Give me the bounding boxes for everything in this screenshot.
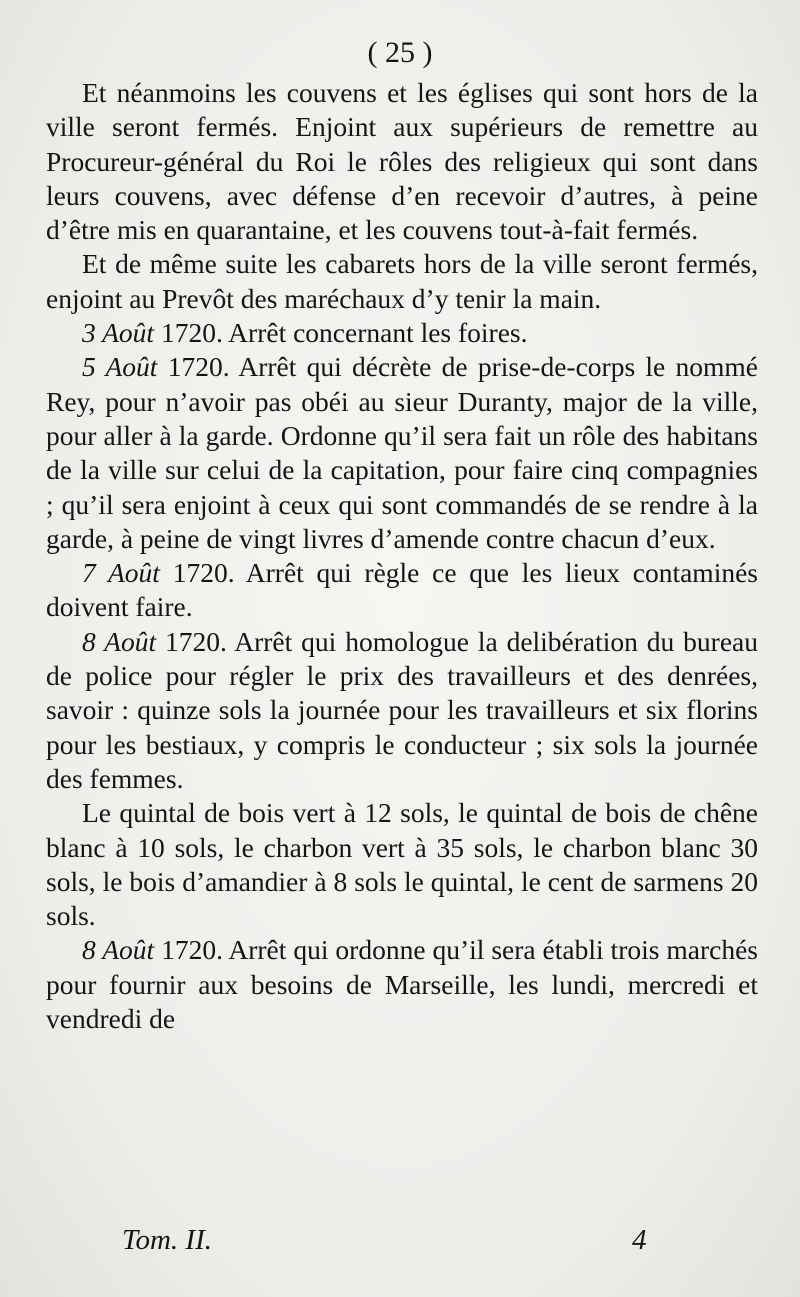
page-number: ( 25 ) [367,36,433,69]
page-body [46,76,758,1036]
paragraph: 3 Août 1720. Arrêt concernant les foires. [82,317,528,349]
paragraph: Et de même suite les cabarets hors de la ville seront fermés, enjoint au Prevôt des maréchaux d’y tenir la main. [46,248,758,314]
entry-date: 3 Août [82,317,155,349]
signature-mark: 4 [632,1224,647,1256]
paragraph: 8 Août 1720. Arrêt qui homologue la delibération du bureau de police pour régler le prix des travailleurs et des denrées, savoir : quinze sols la journée pour les travailleurs et six florins pour les bestiaux, y compris le conducteur ; six sols la journée des femmes. [46,625,759,794]
paragraph: 7 Août 1720. Arrêt qui règle ce que les lieux contaminés doivent faire. [46,557,758,623]
entry-date: 7 Août [82,557,160,589]
paragraph: 8 Août 1720. Arrêt qui ordonne qu’il sera établi trois marchés pour fournir aux besoins de Marseille, les lundi, mercredi et vendredi de [46,934,758,1035]
paragraph: Le quintal de bois vert à 12 sols, le quintal de bois de chêne blanc à 10 sols, le charbon vert à 35 sols, le charbon blanc 30 sols, le bois d’amandier à 8 sols le quintal, le cent de sarmens 20 sols. [46,797,758,932]
entry-date: 8 Août [82,625,157,657]
entry-date: 8 Août [82,934,155,966]
entry-date: 5 Août [82,351,158,383]
volume-marker: Tom. II. [122,1224,212,1256]
paragraph: 5 Août 1720. Arrêt qui décrète de prise-de-corps le nommé Rey, pour n’avoir pas obéi au sieur Duranty, major de la ville, pour aller à la garde. Ordonne qu’il sera fait un rôle des habitans de la ville sur celui de la capitation, pour faire cinq compagnies ; qu’il sera enjoint à ceux qui sont commandés de se rendre à la garde, à peine de vingt livres d’amende contre chacun d’eux. [46,351,758,554]
paragraph: Et néanmoins les couvens et les églises qui sont hors de la ville seront fermés. Enjoint aux supérieurs de remettre au Procureur-général du Roi le rôles des religieux qui sont dans leurs couvens, avec défense d’en recevoir d’autres, à peine d’être mis en quarantaine, et les couvens tout-à-fait fermés. [46,77,758,246]
